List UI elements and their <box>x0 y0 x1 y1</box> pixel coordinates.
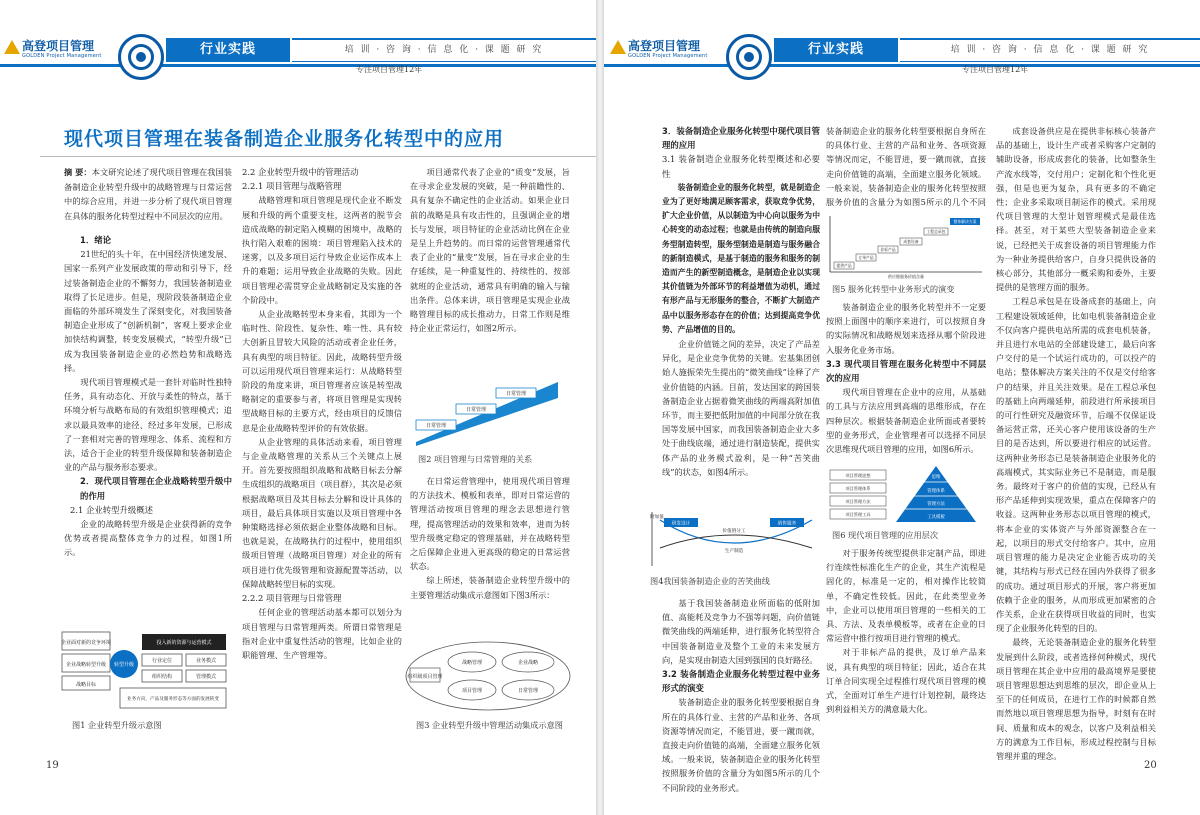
page-number-left: 19 <box>46 760 59 771</box>
fig5-label: 订单产品 <box>858 255 874 260</box>
fig5-label: 工程总承包 <box>926 229 946 234</box>
para-3: 企业的战略转型升级是企业获得新的竞争优势或者提高整体竞争力的过程，如图1所示。 <box>64 519 232 558</box>
para-5: 从企业战略转型本身来看，其即为一个临时性、阶段性、复杂性、唯一性、具有较大创新且冒较大风险的活动或者企业任务，具有典型的项目特征。因此，战略转型升级可以运用现代项目管理来运行：从战略转型阶段的角度来讲，项目管理者应该是转型战略制定的重要参与者，将项目管理是实现转型战略目标的主要方式，经由项目的反馈信息是企业战略转型评价的有效依据。 <box>242 309 402 433</box>
logo-triangle-icon <box>4 40 20 54</box>
header-rule <box>0 64 596 67</box>
eye-emblem-icon <box>726 34 772 80</box>
right-col-2c <box>826 546 986 736</box>
right-col-2b <box>826 300 986 468</box>
para-20: 工程总承包是在设备成套的基础上，向工程建设领域延伸，比如电机装备制造企业不仅向客户提供电站所需的成套电机装备，并且进行水电站的全部建设建工，最后向客户交付的是一个试运行成功的，可以投产的电站；整体解决方案关注的不仅是交付给客户的结果，并且关注效果。是在工程总承包的基础上向两端延伸，前段进行所承接项目的可行性研究及融资环节，后端不仅保证设备运营正常，还关心客户使用该设备的生产目的是否达到，所以要进行相应的试运营。这两种业务形态已是装备制造企业服务化的高端模式，其实际业务已不是制造，而是服务。最终对于客户的价值的实现，已经从有形产品延伸到实现效果，重点在保障客户的收益。这两种业务形态以项目管理的模式，将本企业的实体资产与外部资源整合在一起，以项目的形式交付给客户。其中，应用项目管理的能力是决定企业能否成功的关键，其结构与形式已经在国内外获得了很多的成功。通过项目形式的开展，客户将更加依赖于企业的服务，从而形成更加紧密的合作关系，企业在获得项目收益的同时，也实现了企业服务化转型的目的。 <box>996 296 1156 634</box>
heading-2-1: 2.1 企业转型升级概述 <box>70 504 153 515</box>
para-21: 最终，无论装备制造企业的服务化转型发展到什么阶段，或者选择何种模式，现代项目管理在其企业中应用的最高境界是要使项目管理思想达到思维的层次，即企业从上至下的任何成员，在进行工作的时候都自然而然地以项目管理思想为指导，时刻有在时间、质量和成本的观念，以客户及利益相关方的满意为工作目标，形成过程控制与目标管理并重的理念。 <box>996 637 1156 761</box>
heading-3-1: 3.1 装备制造企业服务化转型概述和必要性 <box>662 154 820 179</box>
figure-1 <box>60 630 230 712</box>
para-7: 任何企业的管理活动基本都可以划分为项目管理与日常管理两类。所谓日常管理是指对企业中重复性活动的管理，比如企业的职能管理、生产管理等。 <box>242 607 402 660</box>
figure-1-caption: 图1 企业转型升级示意图 <box>72 720 162 730</box>
abstract <box>64 165 232 223</box>
brand-subtitle: GOLDEN Project Management <box>628 53 708 59</box>
figure-6-caption: 图6 现代项目管理的应用层次 <box>832 530 939 540</box>
eye-emblem-icon <box>118 34 164 80</box>
heading-2-2-1: 2.2.1 项目管理与战略管理 <box>242 181 342 192</box>
para-11: 装备制造企业的服务化转型，就是制造企业为了更好地满足顾客需求，获取竞争优势，扩大企业价值，从以制造为中心向以服务为中心转变的动态过程；也就是由传统的制造向服务型制造转型，服务型制造是制造与服务融合的新制造模式，是基于制造的服务和服务的制造而产生的新型制造概念，是制造企业以实现其价值链为外部环节的利益增值为动机，通过有形产品与无形服务的整合，不断扩大制造产品中以服务形态存在的价值；达到提高竞争优势、产品增值的目的。 <box>662 182 820 334</box>
slogan-bar: 培 训 · 咨 询 · 信 息 化 · 课 题 研 究 <box>900 38 1200 62</box>
logo-triangle-icon <box>610 40 626 54</box>
fig5-label: 整体解决方案 <box>953 219 977 224</box>
para-10: 综上所述，装备制造企业转型升级中的主要管理活动集成示意图如下图3所示： <box>410 575 570 600</box>
figure-5-caption: 图5 服务化转型中业务形式的演变 <box>832 284 955 294</box>
brand-subtitle: GOLDEN Project Management <box>22 53 102 59</box>
heading-2-2: 2.2 企业转型升级中的管理活动 <box>242 167 359 177</box>
fig4-mid: 价值链分工 <box>722 529 746 534</box>
fig1-label: 业务模式 <box>195 658 217 664</box>
right-col-3 <box>996 124 1156 761</box>
fig5-xlabel: 供应链服务价值含量 <box>888 274 924 279</box>
page-header <box>604 30 1200 90</box>
figure-5 <box>826 212 986 280</box>
figure-6 <box>826 462 986 526</box>
fig5-label: 提供产品 <box>836 263 852 268</box>
heading-2-2-2: 2.2.2 项目管理与日常管理 <box>242 593 342 604</box>
fig2-label: 日常管理 <box>425 423 447 429</box>
para-1: 21世纪的头十年，在中国经济快速发展、国家一系列产业发展政策的带动和引导下，经过装备制造企业的不懈努力，我国装备制造业取得了长足进步。但是，现阶段装备制造企业面临的外部环境发生了深刻变化，对我国装备制造企业形成了“创新机制”，客观上要求企业加快结构调整，转变发展模式，“转型升级”已成为我国装备制造企业的必然趋势和战略选择。 <box>64 249 232 373</box>
slogan-bar: 培 训 · 咨 询 · 信 息 化 · 课 题 研 究 <box>292 38 596 62</box>
left-page <box>0 0 596 815</box>
fig6-level: 管理体系 <box>927 489 945 494</box>
para-6: 从企业管理的具体活动来看，项目管理与企业战略管理的关系从三个关键点上展开。首先要按照组织战略和战略目标去分解生成组织的战略项目（项目群），其次是必须根据战略项目及其目标去分解和设计具体的项目，最后具体项目实施以及项目管理中各种策略选择必须依据企业整体战略和目标。也就是说，在战略执行的过程中，使用组织级项目管理（战略项目管理）对企业的所有项目进行优先级管理和资源配置等活动，以保障战略转型目标的实现。 <box>242 436 402 589</box>
column-label: 专注项目管理12年 <box>356 65 423 74</box>
fig1-label: 业务方向，产品及服务形态等方面的发展转变 <box>127 697 219 702</box>
fig6-label: 项目管理工具 <box>845 512 871 517</box>
para-18: 对于非标产品的提供，及订单产品来说，具有典型的项目特征；因此，适合在其订单合同实现全过程推行现代项目管理的模式，全面对订单生产进行计划控制，最终达到利益相关方的满意最大化。 <box>826 647 986 715</box>
page-number-right: 20 <box>1144 760 1157 771</box>
para-14-start: 装备制造企业的服务化转型要根据自身所在的具体行业、主营的产品和业务、各项资源等情况而定，不能冒进，要一蹴而就，直接走向价值链的高端，全面建立服务化领域。一般来说，装备制造企业的服务化转型按照服务价值的含量分为如图5所示的几个不同阶段的业务形式。 <box>662 697 820 793</box>
para-14: 装备制造企业的服务化转型要根据自身所在的具体行业、主营的产品和业务、各项资源等情况而定，不能冒进，要一蹴而就，直接走向价值链的高端，全面建立服务化领域。一般来说，装备制造企业的服务化转型按照服务价值的含量分为如图5所示的几个不同阶段的业务形式。 <box>826 126 986 222</box>
fig4-smile-curve <box>660 535 812 548</box>
section-tab: 行业实践 <box>774 38 898 62</box>
brand-logo <box>4 36 114 64</box>
article-title: 现代项目管理在装备制造企业服务化转型中的应用 <box>64 128 505 150</box>
right-col-1a <box>662 124 820 508</box>
figure-4 <box>646 508 820 570</box>
header-rule <box>604 64 1200 67</box>
fig1-label: 企业面对新的竞争环境 <box>60 640 112 646</box>
right-col-2a <box>826 124 986 220</box>
para-9: 在日常运营管理中，使用现代项目管理的方法技术、模板和表单，即对日常运营的管理活动按项目管理的理念去思想进行管理，提高管理活动的效果和效率，进而为转型升级奠定稳定的管理基础，并在战略转型之后保障企业进入更高级的稳定的日常运营状态。 <box>410 476 570 572</box>
fig1-label: 战略目标 <box>75 682 97 688</box>
figure-2 <box>410 368 570 448</box>
fig1-label: 行业定位 <box>151 658 173 664</box>
left-col-3b <box>410 474 570 626</box>
para-13: 基于我国装备制造业所面临的低附加值、高能耗及竞争力不强等问题，向价值链微笑曲线的两端延伸，进行服务化转型符合中国装备制造业及整个工业的未来发展方向，是实现由制造大国到强国的良好路径。 <box>662 598 820 665</box>
fig4-bottom: 生产制造 <box>724 549 744 554</box>
title-divider <box>40 156 596 157</box>
left-col-1 <box>64 165 232 645</box>
figure-2-caption: 图2 项目管理与日常管理的关系 <box>418 454 533 464</box>
fig6-level: 工具模板 <box>927 515 945 520</box>
fig2-label: 日常管理 <box>465 407 487 413</box>
para-8: 项目通常代表了企业的“质变”发展，旨在寻求企业发展的突破，是一种前瞻性的、具有复杂不确定性的企业活动。如果企业日前的战略是具有攻击性的，且强调企业的增长与发展，项目特征的企业活动比例在企业是呈上升趋势的。而日常的运营管理通常代表了企业的“量变”发展，旨在寻求企业的生存延续，是一种重复性的、持续性的、按部就班的企业活动，通常具有明确的输入与输出条件。总体来讲，项目管理是实现企业战略管理目标的成长推动力，日常工作则是维持企业正常运行，如图2所示。 <box>410 167 570 334</box>
page-header <box>0 30 596 90</box>
left-col-3a <box>410 165 570 361</box>
para-15: 装备制造企业的服务化转型并不一定要按照上面图中的顺序来进行，可以按照自身的实际情况和战略规划来选择从哪个阶段进入服务化业务市场。 <box>826 302 986 355</box>
fig4-left: 研发设计 <box>671 521 691 527</box>
heading-2: 2．现代项目管理在企业战略转型升级中的作用 <box>80 476 232 501</box>
fig6-label: 项目管理思想 <box>845 473 871 478</box>
para-17: 对于服务传统型提供非定制产品，即进行连续性标准化生产的企业，其生产流程是固化的，标准是一定的，相对操作比较简单，不确定性较低。因此，在此类型业务中，企业可以使用项目管理的一些相关的工具、方法、及表单模板等，或者在企业的日常运营中推行按项目进行管理的模式。 <box>826 548 986 644</box>
fig3-label: 项目管理 <box>461 688 483 694</box>
brand-name: 高登项目管理 <box>628 39 701 53</box>
heading-1: 1．绪论 <box>80 235 111 245</box>
fig2-label: 企业发展 <box>508 408 530 422</box>
page-gutter <box>596 0 604 815</box>
para-16: 现代项目管理在企业中的应用，从基础的工具与方法应用到高端的思维形成，存在四种层次。根据装备制造企业所面或者要转型的业务形式，企业管理者可以选择不同层次思维现代项目管理的应用，如图6所示。 <box>826 387 986 455</box>
fig5-label: 成套设备 <box>903 239 919 244</box>
abstract-label: 摘 要： <box>64 167 92 177</box>
fig6-level: 管理方法 <box>927 502 945 507</box>
para-19: 成套设备供应是在提供非标核心装备产品的基础上，设计生产或者采购客户定制的辅助设备，形成成套化的装备，比如整条生产流水线等，交付用户；定制化和个性化更强，但是也更为复杂，具有更多的不确定性；企业多采取项目制运作的模式。采用现代项目管理的大型计划管理模式是最佳选择。甚至，对于某些大型装备制造企业来说，已经把关于成套设备的项目管理能力作为一种业务提供给客户，自身只提供设备的核心部分，其他部分一概采购和委外，主要提供的是管理方面的服务。 <box>996 126 1156 293</box>
heading-3-2: 3.2 装备制造企业服务化转型过程中业务形式的演变 <box>662 669 820 694</box>
heading-3-3: 3.3 现代项目管理在服务化转型中不同层次的应用 <box>826 358 986 384</box>
section-tab: 行业实践 <box>166 38 290 62</box>
left-col-2 <box>242 165 402 735</box>
figure-4-caption: 图4我国装备制造企业的苦笑曲线 <box>650 576 770 586</box>
fig1-center: 转型升级 <box>113 662 135 668</box>
abstract-text: 本文研究论述了现代项目管理在我国装备制造企业转型升级中的战略管理与日常运营中的综合应用，并进一步分析了现代项目管理在具体的服务化转型过程中不同层次的应用。 <box>64 167 232 221</box>
fig6-label: 项目管理体系 <box>845 486 871 491</box>
fig5-label: 非标产品 <box>880 247 896 252</box>
fig3-label: 企业战略 <box>517 660 539 666</box>
column-label: 专注项目管理12年 <box>962 65 1029 74</box>
fig1-label: 组织结构 <box>151 674 173 680</box>
right-col-1b <box>662 596 820 793</box>
para-4: 战略管理和项目管理是现代企业不断发展和升级的两个重要支柱，这两者的脱节会造成战略的制定陷入模糊的困境中，战略的执行陷入艰难的困境：项目管理陷入技术的迷雾，以及多项目运行导致企业运作成本上升的难题；运用导致企业战略的失败。因此项目管理必需贯穿企业战略制定及实施的各个阶段中。 <box>242 195 402 305</box>
para-2: 现代项目管理模式是一套针对临时性独特任务，具有动态化、开放与柔性的特点，基于环境分析与战略布局的有效组织管理模式；追求以最具效率的途径、经过多年发展，已形成了一套相对完善的管理理念、体系、流程和方法，适合于企业的转型升级保障和装备制造企业的产品与服务形态要求。 <box>64 377 232 473</box>
fig2-label: 日常管理 <box>505 391 527 397</box>
figure-3-caption: 图3 企业转型升级中管理活动集成示意图 <box>416 720 563 730</box>
fig6-label: 项目管理方法 <box>845 499 871 504</box>
para-12: 企业价值链之间的差异，决定了产品差异化，是企业竞争优势的关键。宏基集团创始人施振荣先生提出的“微笑曲线”诠释了产业价值链的内涵。目前，发达国家的跨国装备制造企业占据着微笑曲线的两端高附加值环节，而主要把低附加值的中间部分放在我国等发展中国家，而我国装备制造企业大多处于曲线底端，通过进行制造装配，提供实体产品的业务模式盈利，是一种“苦笑曲线”的状态，如图4所示。 <box>662 339 820 477</box>
fig3-label: 战略管理 <box>461 660 483 666</box>
right-page <box>604 0 1200 815</box>
brand-logo <box>610 36 720 64</box>
fig1-label: 管理模式 <box>195 674 217 680</box>
figure-3 <box>404 638 572 714</box>
fig3-label: 日常管理 <box>517 688 539 694</box>
fig6-level: 思维 <box>931 475 941 480</box>
fig1-label: 投入新的资源与运营模式 <box>156 640 212 646</box>
heading-3: 3．装备制造企业服务化转型中现代项目管理的应用 <box>662 126 820 151</box>
fig4-ylabel: 附加值 <box>650 515 664 520</box>
fig3-label: 组织级项目管理 <box>407 674 443 680</box>
brand-name: 高登项目管理 <box>22 39 95 53</box>
fig4-right: 销售服务 <box>777 521 797 527</box>
fig1-label: 企业战略转型升级 <box>65 662 107 668</box>
